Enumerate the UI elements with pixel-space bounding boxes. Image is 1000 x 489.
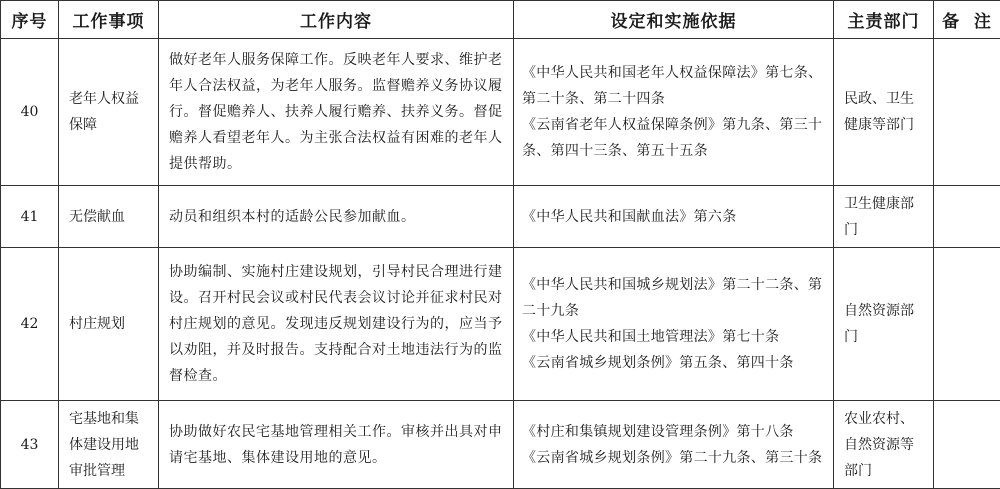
header-row	[1, 1, 1000, 39]
header-dept: 主责部门	[834, 1, 934, 39]
header-item: 工作事项	[59, 1, 159, 39]
basis-line: 《中华人民共和国献血法》第六条	[522, 208, 737, 225]
basis-line: 《中华人民共和国老年人权益保障法》第七条、第二十条、第二十四条	[522, 65, 823, 107]
row-number: 40	[1, 39, 59, 186]
remark-cell	[934, 401, 1000, 489]
remark-cell	[934, 39, 1000, 186]
legal-basis	[514, 248, 834, 401]
header-no: 序号	[1, 1, 59, 39]
legal-basis	[514, 39, 834, 186]
header-basis: 设定和实施依据	[514, 1, 834, 39]
responsible-dept: 自然资源部门	[834, 248, 934, 401]
basis-line: 《村庄和集镇规划建设管理条例》第十八条	[522, 423, 794, 440]
table-row	[1, 186, 1000, 248]
basis-line: 《云南省城乡规划条例》第五条、第四十条	[522, 355, 794, 371]
row-number: 43	[1, 401, 59, 489]
responsible-dept: 民政、卫生健康等部门	[834, 39, 934, 186]
work-item: 无偿献血	[59, 186, 159, 248]
header-content: 工作内容	[159, 1, 514, 39]
work-item: 老年人权益保障	[59, 39, 159, 186]
work-item: 宅基地和集体建设用地审批管理	[59, 401, 159, 489]
basis-line: 《中华人民共和国土地管理法》第七十条	[522, 329, 780, 345]
basis-line: 《云南省老年人权益保障条例》第九条、第三十条、第四十三条、第五十五条	[522, 117, 823, 159]
remark-cell	[934, 248, 1000, 401]
row-number: 42	[1, 248, 59, 401]
table-row	[1, 39, 1000, 186]
work-content: 协助做好农民宅基地管理相关工作。审核并出具对申请宅基地、集体建设用地的意见。	[159, 401, 514, 489]
table-row	[1, 248, 1000, 401]
responsible-dept: 农业农村、自然资源等部门	[834, 401, 934, 489]
header-remark: 备 注	[934, 1, 1000, 39]
row-number: 41	[1, 186, 59, 248]
work-content: 协助编制、实施村庄建设规划，引导村民合理进行建设。召开村民会议或村民代表会议讨论并征求村民对村庄规划的意见。发现违反规划建设行为的，应当予以劝阻，并及时报告。支持配合对土地违法行为的监督检查。	[159, 248, 514, 401]
responsible-dept: 卫生健康部门	[834, 186, 934, 248]
basis-line: 《中华人民共和国城乡规划法》第二十二条、第二十九条	[522, 277, 823, 319]
legal-basis	[514, 401, 834, 489]
work-item: 村庄规划	[59, 248, 159, 401]
legal-basis	[514, 186, 834, 248]
work-content: 做好老年人服务保障工作。反映老年人要求、维护老年人合法权益，为老年人服务。监督赡养义务协议履行。督促赡养人、扶养人履行赡养、扶养义务。督促赡养人看望老年人。为主张合法权益有困难的老年人提供帮助。	[159, 39, 514, 186]
table-row	[1, 401, 1000, 489]
work-content: 动员和组织本村的适龄公民参加献血。	[159, 186, 514, 248]
basis-line: 《云南省城乡规划条例》第二十九条、第三十条	[522, 449, 823, 466]
remark-cell	[934, 186, 1000, 248]
